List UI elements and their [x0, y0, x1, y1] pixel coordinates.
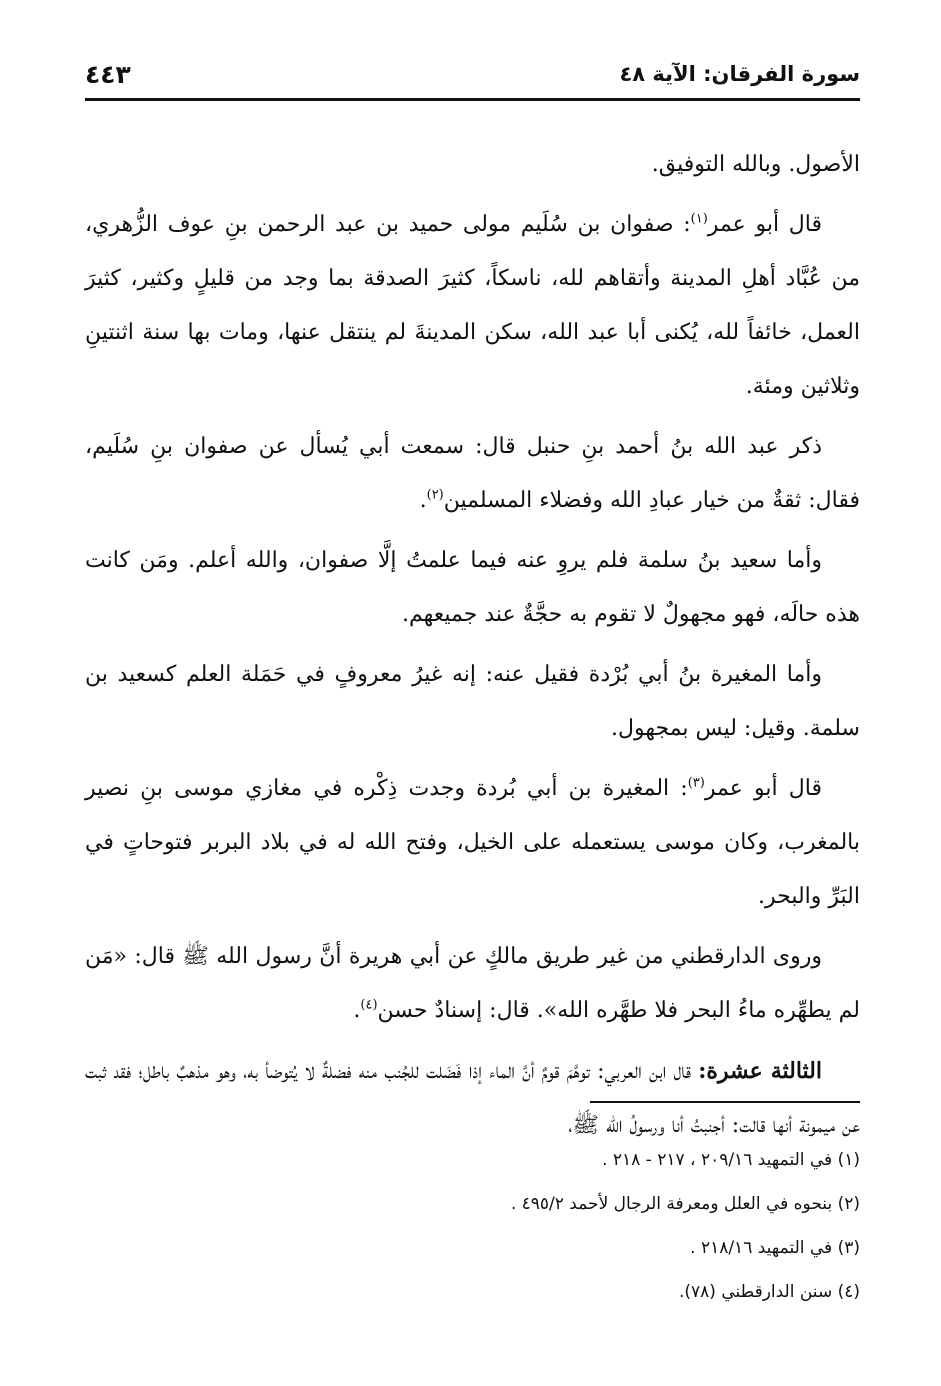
paragraph-text: . [419, 488, 427, 513]
paragraph-8 [85, 1044, 860, 1153]
paragraph-text: : المغيرة بن أبي بُردة وجدت ذِكْره في مغازي موسى بنِ نصير بالمغرب، وكان موسى يستعمله على الخيل، وفتح الله له في بلاد البربر فتوحاتٍ في البَرِّ والبحر. [85, 776, 860, 909]
footnote-1: (١) في التمهيد ٢٠٩/١٦ ، ٢١٧ - ٢١٨ . [602, 1150, 860, 1170]
footnote-ref-4: (٤) [360, 997, 378, 1013]
paragraph-text: قال أبو عمر [704, 776, 822, 801]
paragraph-text: وأما المغيرة بنُ أبي بُرْدة فقيل عنه: إنه غيرُ معروفٍ في حَمَلة العلم كسعيد بن سلمة. وقيل: ليس بمجهول. [85, 662, 860, 741]
paragraph-6 [85, 762, 860, 924]
page-number: ٤٤٣ [85, 60, 131, 89]
paragraph-5 [85, 648, 860, 756]
footnote-divider [590, 1101, 860, 1103]
paragraph-2 [85, 198, 860, 414]
paragraph-text: ذكر عبد الله بنُ أحمد بنِ حنبل قال: سمعت أبي يُسأل عن صفوان بنِ سُلَيم، فقال: ثقةٌ من خيار عبادِ الله وفضلاء المسلمين [85, 434, 860, 513]
footnote-2: (٢) بنحوه في العلل ومعرفة الرجال لأحمد ٤٩٥/٢ . [510, 1194, 860, 1214]
paragraph-text: الأصول. وبالله التوفيق. [651, 152, 860, 177]
footnotes [85, 1138, 860, 1314]
paragraph-text: وروى الدارقطني من غير طريق مالكٍ عن أبي هريرة أنَّ رسول الله ﷺ قال: «مَن لم يطهِّره ماءُ البحر فلا طهَّره الله». قال: إسنادٌ حسن [85, 944, 860, 1023]
footnote-ref-3: (٣) [687, 775, 705, 791]
paragraph-text: . [353, 998, 361, 1023]
paragraph-7 [85, 930, 860, 1038]
header-divider [85, 98, 860, 101]
paragraph-text: قال ابن العربي: توهَّمَ قومٌ أنَّ الماء إذا فَضَلت للجُنب منه فضلةٌ لا يُتوضأ به، وهو مذهبٌ باطل؛ فقد ثبت عن ميمونة أنها قالت: أجنبتُ أنا ورسولُ الله ﷺ، [85, 1059, 860, 1138]
section-heading: الثالثة عشرة: [698, 1058, 822, 1084]
footnote-4: (٤) سنن الدارقطني (٧٨). [678, 1282, 860, 1302]
paragraph-text: : صفوان بن سُلَيم مولى حميد بن عبد الرحمن بنِ عوف الزُّهري، من عُبَّاد أهلِ المدينة وأتقاهم لله، ناسكاً، كثيرَ الصدقة بما وجد من قليلٍ وكثير، كثيرَ العمل، خائفاً لله، يُكنى أبا عبد الله، سكن المدينةَ لم ينتقل عنها، ومات بها سنة اثنتينِ وثلاثين ومئة. [85, 212, 860, 399]
paragraph-1 [85, 138, 860, 192]
main-text [85, 138, 860, 1153]
running-title: سورة الفرقان: الآية ٤٨ [619, 62, 860, 86]
page-header [85, 60, 860, 96]
footnote-3: (٣) في التمهيد ٢١٨/١٦ . [690, 1238, 860, 1258]
paragraph-text: قال أبو عمر [707, 212, 822, 237]
paragraph-4 [85, 534, 860, 642]
paragraph-text: وأما سعيد بنُ سلمة فلم يروِ عنه فيما علمتُ إلَّا صفوان، والله أعلم. ومَن كانت هذه حالَه، فهو مجهولٌ لا تقوم به حجَّةٌ عند جميعهم. [85, 548, 860, 627]
paragraph-3 [85, 420, 860, 528]
footnote-ref-1: (١) [690, 211, 708, 227]
footnote-ref-2: (٢) [426, 487, 444, 503]
